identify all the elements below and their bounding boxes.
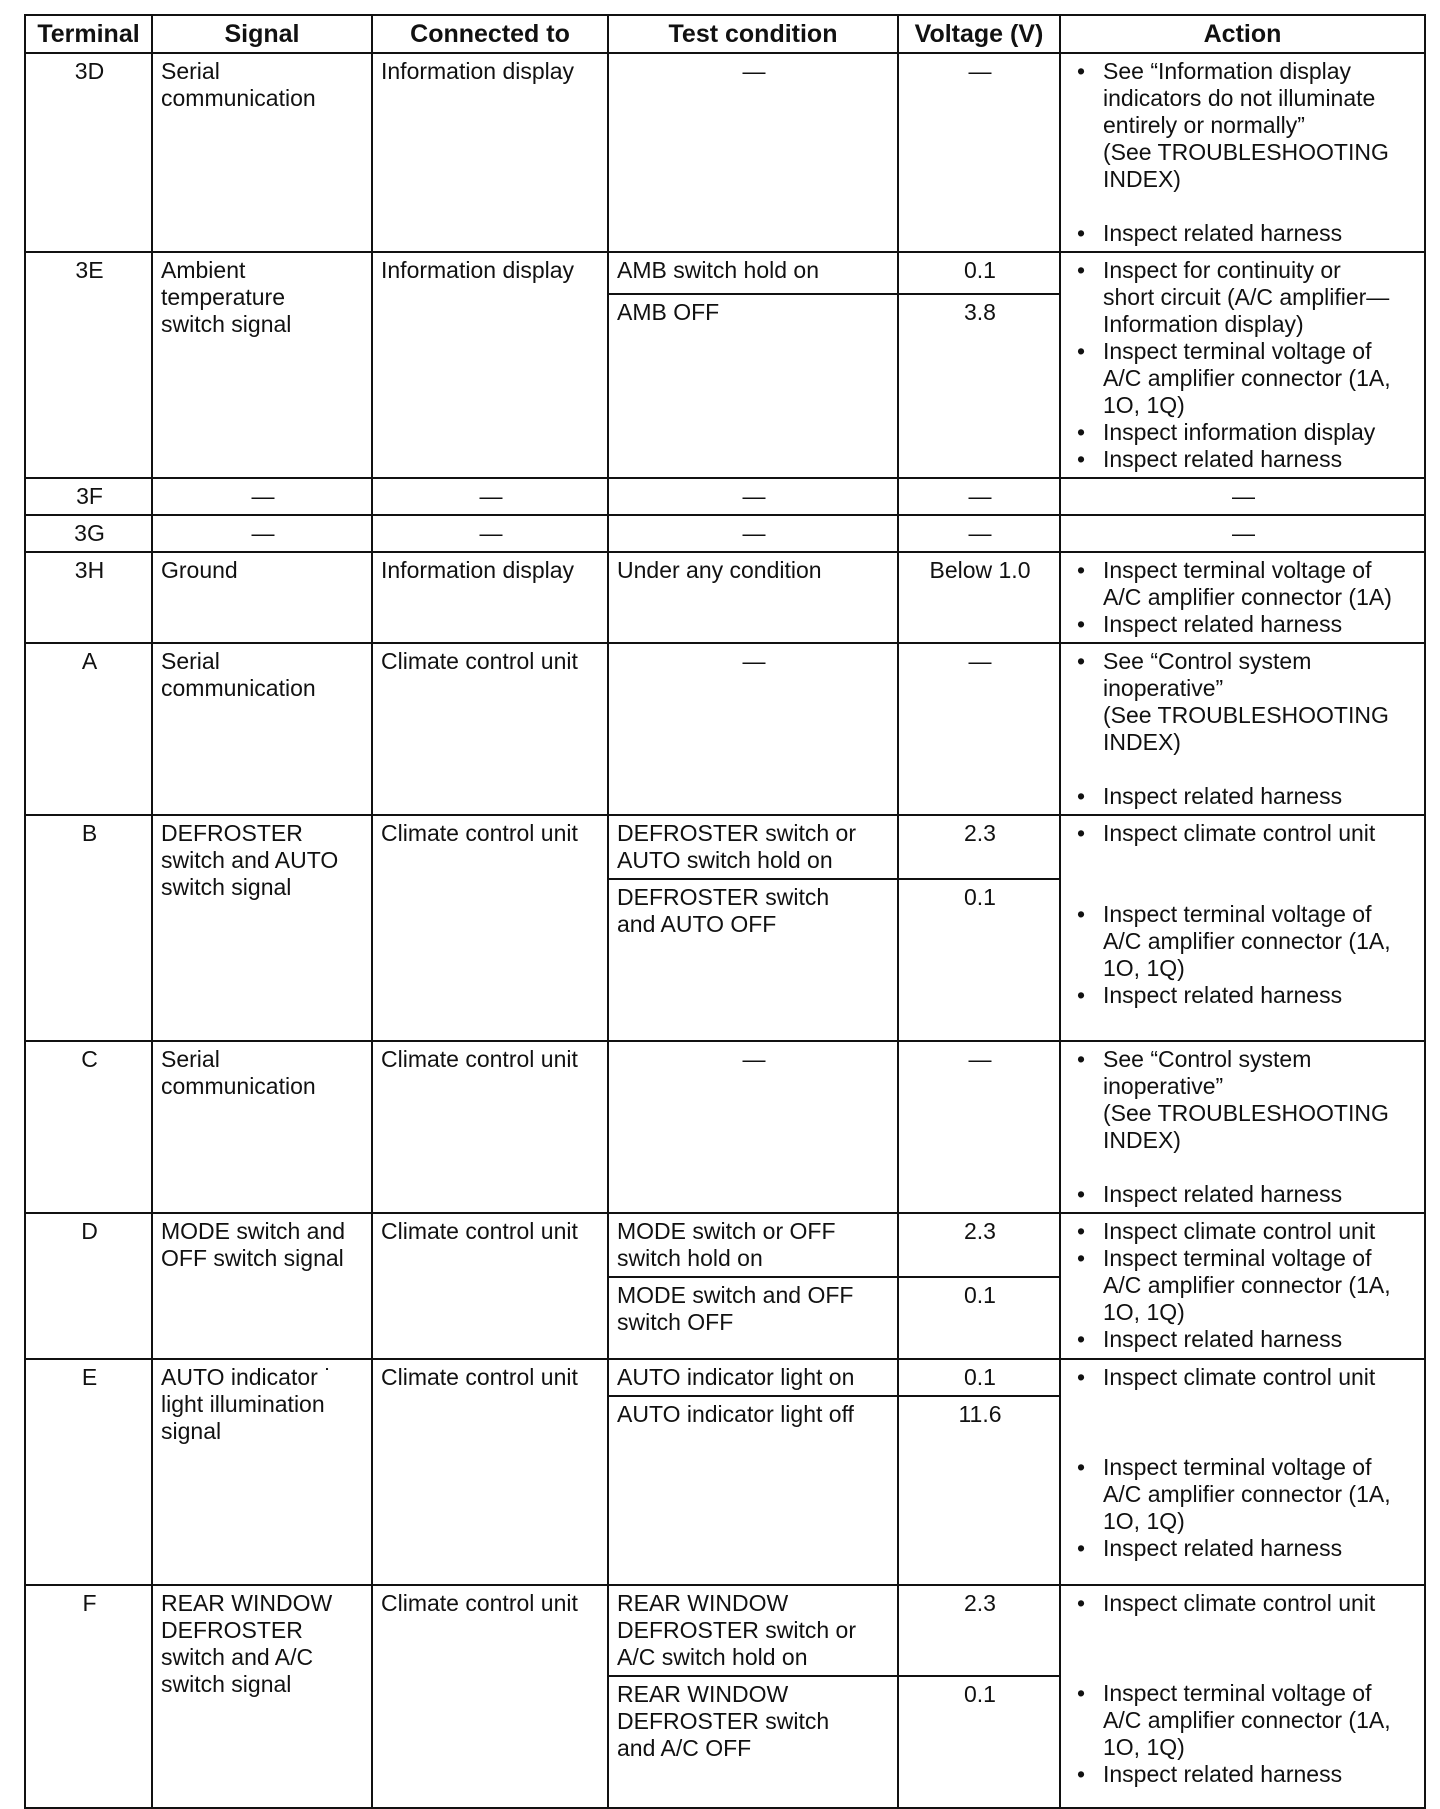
signal-cell: Ambient temperature switch signal <box>152 252 372 478</box>
voltage-cell: 2.3 <box>898 1585 1060 1676</box>
action-cell <box>1060 1585 1425 1808</box>
table-row <box>25 1213 1425 1277</box>
action-cell <box>1060 815 1425 1041</box>
table-header-row <box>25 15 1425 53</box>
test-condition-cell: — <box>608 53 898 252</box>
connected-to-cell: Climate control unit <box>372 1359 608 1585</box>
terminal-voltage-table <box>24 14 1426 1809</box>
test-condition-cell: Under any condition <box>608 552 898 643</box>
action-item: • Inspect terminal voltage of A/C amplifier connector (1A, 1O, 1Q) <box>1073 1245 1418 1326</box>
header-terminal: Terminal <box>25 15 152 53</box>
voltage-cell: 2.3 <box>898 1213 1060 1277</box>
test-condition-cell: AMB OFF <box>608 294 898 478</box>
table-row <box>25 53 1425 252</box>
action-item: • Inspect related harness <box>1073 783 1418 810</box>
terminal-cell: F <box>25 1585 152 1808</box>
terminal-cell: C <box>25 1041 152 1213</box>
table-row <box>25 1041 1425 1213</box>
action-item: • Inspect terminal voltage of A/C amplifier connector (1A, 1O, 1Q) <box>1073 901 1418 982</box>
signal-cell: REAR WINDOW DEFROSTER switch and A/C switch signal <box>152 1585 372 1808</box>
signal-cell: DEFROSTER switch and AUTO switch signal <box>152 815 372 1041</box>
test-condition-cell: AMB switch hold on <box>608 252 898 294</box>
table-row <box>25 515 1425 552</box>
voltage-cell: 0.1 <box>898 879 1060 1041</box>
voltage-cell: 0.1 <box>898 1359 1060 1396</box>
action-cell <box>1060 1213 1425 1359</box>
action-item: • Inspect related harness <box>1073 611 1418 638</box>
table-row <box>25 815 1425 879</box>
table-row <box>25 643 1425 815</box>
signal-cell: — <box>152 515 372 552</box>
action-item: • Inspect for continuity or short circuit (A/C amplifier— Information display) <box>1073 257 1418 338</box>
table-row <box>25 1585 1425 1676</box>
header-signal: Signal <box>152 15 372 53</box>
terminal-cell: 3E <box>25 252 152 478</box>
table-row <box>25 552 1425 643</box>
header-voltage: Voltage (V) <box>898 15 1060 53</box>
action-item: • Inspect related harness <box>1073 1761 1418 1788</box>
action-item: • Inspect terminal voltage of A/C amplifier connector (1A, 1O, 1Q) <box>1073 338 1418 419</box>
signal-cell: MODE switch and OFF switch signal <box>152 1213 372 1359</box>
action-item: • Inspect related harness <box>1073 982 1418 1009</box>
voltage-cell: 3.8 <box>898 294 1060 478</box>
action-cell <box>1060 643 1425 815</box>
voltage-cell: — <box>898 53 1060 252</box>
connected-to-cell: Climate control unit <box>372 1585 608 1808</box>
connected-to-cell: — <box>372 515 608 552</box>
connected-to-cell: Information display <box>372 53 608 252</box>
terminal-cell: 3G <box>25 515 152 552</box>
test-condition-cell: REAR WINDOW DEFROSTER switch and A/C OFF <box>608 1676 898 1808</box>
voltage-cell: 0.1 <box>898 1676 1060 1808</box>
terminal-cell: 3D <box>25 53 152 252</box>
action-cell <box>1060 552 1425 643</box>
test-condition-cell: MODE switch and OFF switch OFF <box>608 1277 898 1359</box>
test-condition-cell: AUTO indicator light off <box>608 1396 898 1585</box>
terminal-cell: A <box>25 643 152 815</box>
voltage-cell: 11.6 <box>898 1396 1060 1585</box>
action-item: • Inspect related harness <box>1073 446 1418 473</box>
voltage-cell: — <box>898 1041 1060 1213</box>
signal-cell: Serial communication <box>152 1041 372 1213</box>
action-cell <box>1060 252 1425 478</box>
test-condition-cell: — <box>608 478 898 515</box>
connected-to-cell: Climate control unit <box>372 815 608 1041</box>
action-cell: — <box>1060 478 1425 515</box>
test-condition-cell: DEFROSTER switch and AUTO OFF <box>608 879 898 1041</box>
voltage-cell: — <box>898 478 1060 515</box>
test-condition-cell: — <box>608 643 898 815</box>
terminal-cell: E <box>25 1359 152 1585</box>
test-condition-cell: AUTO indicator light on <box>608 1359 898 1396</box>
terminal-cell: 3H <box>25 552 152 643</box>
action-item: • Inspect climate control unit <box>1073 1218 1418 1245</box>
action-cell <box>1060 53 1425 252</box>
terminal-cell: B <box>25 815 152 1041</box>
action-item: • Inspect related harness <box>1073 220 1418 247</box>
test-condition-cell: MODE switch or OFF switch hold on <box>608 1213 898 1277</box>
action-item: • Inspect related harness <box>1073 1535 1418 1562</box>
voltage-cell: Below 1.0 <box>898 552 1060 643</box>
action-cell <box>1060 1041 1425 1213</box>
signal-cell: Ground <box>152 552 372 643</box>
connected-to-cell: Information display <box>372 552 608 643</box>
signal-cell: Serial communication <box>152 643 372 815</box>
voltage-cell: — <box>898 643 1060 815</box>
connected-to-cell: Climate control unit <box>372 1041 608 1213</box>
connected-to-cell: Climate control unit <box>372 643 608 815</box>
action-item: • Inspect related harness <box>1073 1181 1418 1208</box>
action-item: • Inspect related harness <box>1073 1326 1418 1353</box>
header-test-condition: Test condition <box>608 15 898 53</box>
table-row <box>25 478 1425 515</box>
voltage-cell: — <box>898 515 1060 552</box>
header-connected-to: Connected to <box>372 15 608 53</box>
action-cell <box>1060 1359 1425 1585</box>
voltage-cell: 0.1 <box>898 252 1060 294</box>
voltage-cell: 0.1 <box>898 1277 1060 1359</box>
test-condition-cell: REAR WINDOW DEFROSTER switch or A/C switch hold on <box>608 1585 898 1676</box>
signal-cell: AUTO indicator ˙ light illumination signal <box>152 1359 372 1585</box>
action-item: • See “Information display indicators do not illuminate entirely or normally” (See TROUBLESHOOTING INDEX) <box>1073 58 1418 193</box>
test-condition-cell: — <box>608 1041 898 1213</box>
header-action: Action <box>1060 15 1425 53</box>
signal-cell: Serial communication <box>152 53 372 252</box>
terminal-cell: 3F <box>25 478 152 515</box>
voltage-cell: 2.3 <box>898 815 1060 879</box>
action-item: • See “Control system inoperative” (See TROUBLESHOOTING INDEX) <box>1073 1046 1418 1154</box>
action-item: • See “Control system inoperative” (See TROUBLESHOOTING INDEX) <box>1073 648 1418 756</box>
action-item: • Inspect climate control unit <box>1073 1590 1418 1617</box>
action-item: • Inspect information display <box>1073 419 1418 446</box>
table-row <box>25 252 1425 294</box>
action-item: • Inspect climate control unit <box>1073 820 1418 847</box>
action-item: • Inspect terminal voltage of A/C amplifier connector (1A, 1O, 1Q) <box>1073 1454 1418 1535</box>
table-row <box>25 1359 1425 1396</box>
test-condition-cell: — <box>608 515 898 552</box>
connected-to-cell: Information display <box>372 252 608 478</box>
action-item: • Inspect terminal voltage of A/C amplifier connector (1A, 1O, 1Q) <box>1073 1680 1418 1761</box>
test-condition-cell: DEFROSTER switch or AUTO switch hold on <box>608 815 898 879</box>
action-cell: — <box>1060 515 1425 552</box>
action-item: • Inspect climate control unit <box>1073 1364 1418 1391</box>
action-item: • Inspect terminal voltage of A/C amplifier connector (1A) <box>1073 557 1418 611</box>
connected-to-cell: Climate control unit <box>372 1213 608 1359</box>
terminal-cell: D <box>25 1213 152 1359</box>
terminal-voltage-table-page <box>24 14 1424 1809</box>
connected-to-cell: — <box>372 478 608 515</box>
signal-cell: — <box>152 478 372 515</box>
